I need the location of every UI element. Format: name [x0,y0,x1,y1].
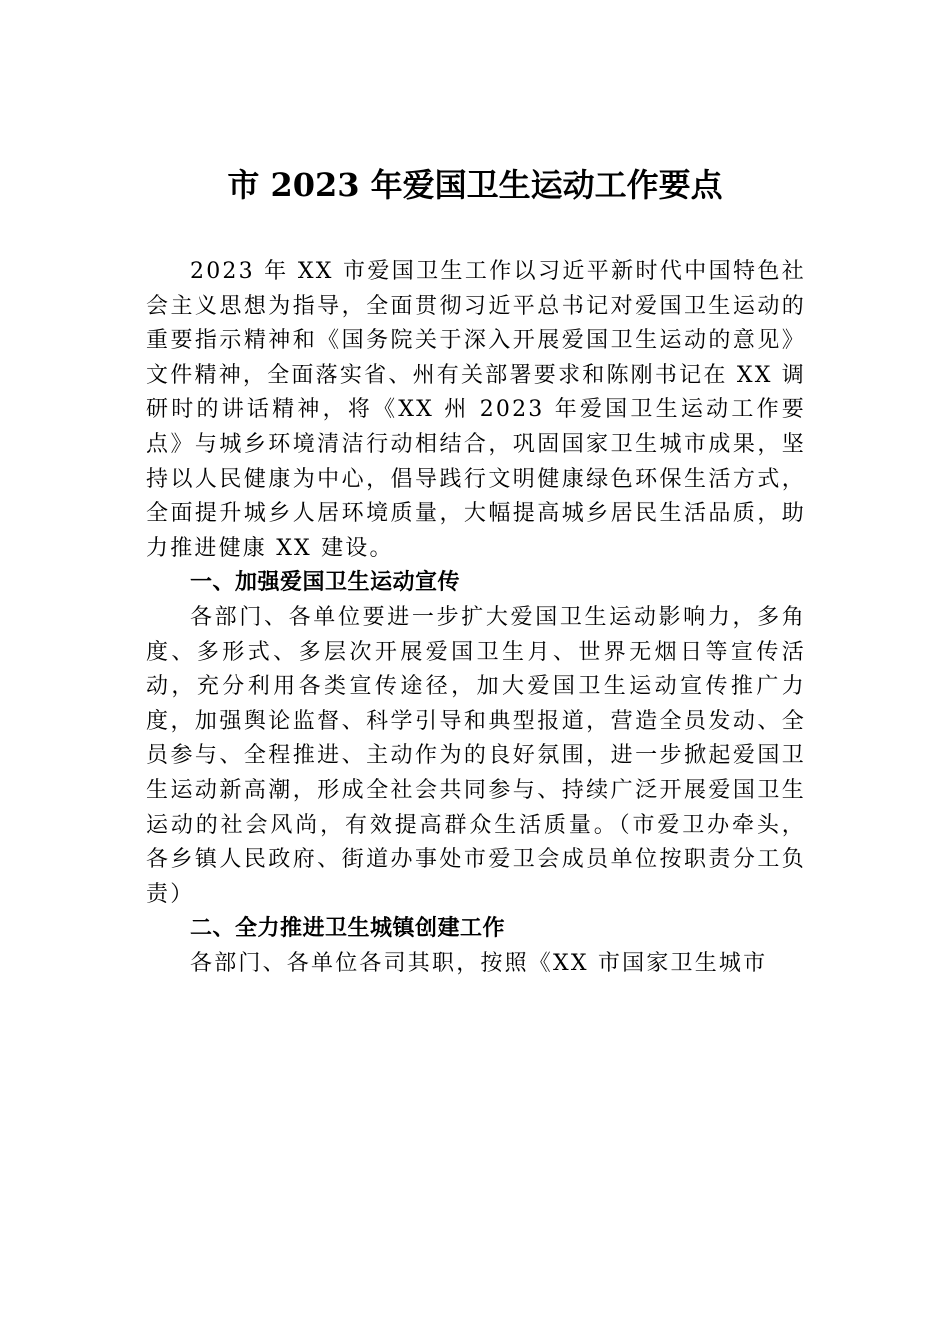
document-body [146,255,806,981]
section-paragraph-2: 各部门、各单位各司其职，按照《XX 市国家卫生城市 [190,950,768,976]
section-heading-2: 二、全力推进卫生城镇创建工作 [190,916,506,942]
section-heading-1: 一、加强爱国卫生运动宣传 [190,570,461,596]
section-paragraph-1: 各部门、各单位要进一步扩大爱国卫生运动影响力，多角度、多形式、多层次开展爱国卫生月、世界无烟日等宣传活动，充分利用各类宣传途径，加大爱国卫生运动宣传推广力度，加强舆论监督、科学引导和典型报道，营造全员发动、全员参与、全程推进、主动作为的良好氛围，进一步掀起爱国卫生运动新高潮，形成全社会共同参与、持续广泛开展爱国卫生运动的社会风尚，有效提高群众生活质量。（市爱卫办牵头，各乡镇人民政府、街道办事处市爱卫会成员单位按职责分工负责） [146,604,806,907]
intro-paragraph: 2023 年 XX 市爱国卫生工作以习近平新时代中国特色社会主义思想为指导，全面贯彻习近平总书记对爱国卫生运动的重要指示精神和《国务院关于深入开展爱国卫生运动的意见》文件精神，全面落实省、州有关部署要求和陈刚书记在 XX 调研时的讲话精神，将《XX 州 2023 年爱国卫生运动工作要点》与城乡环境清洁行动相结合，巩固国家卫生城市成果，坚持以人民健康为中心，倡导践行文明健康绿色环保生活方式，全面提升城乡人居环境质量，大幅提高城乡居民生活品质，助力推进健康 XX 建设。 [146,259,806,561]
document-title: 市 2023 年爱国卫生运动工作要点 [227,166,723,204]
